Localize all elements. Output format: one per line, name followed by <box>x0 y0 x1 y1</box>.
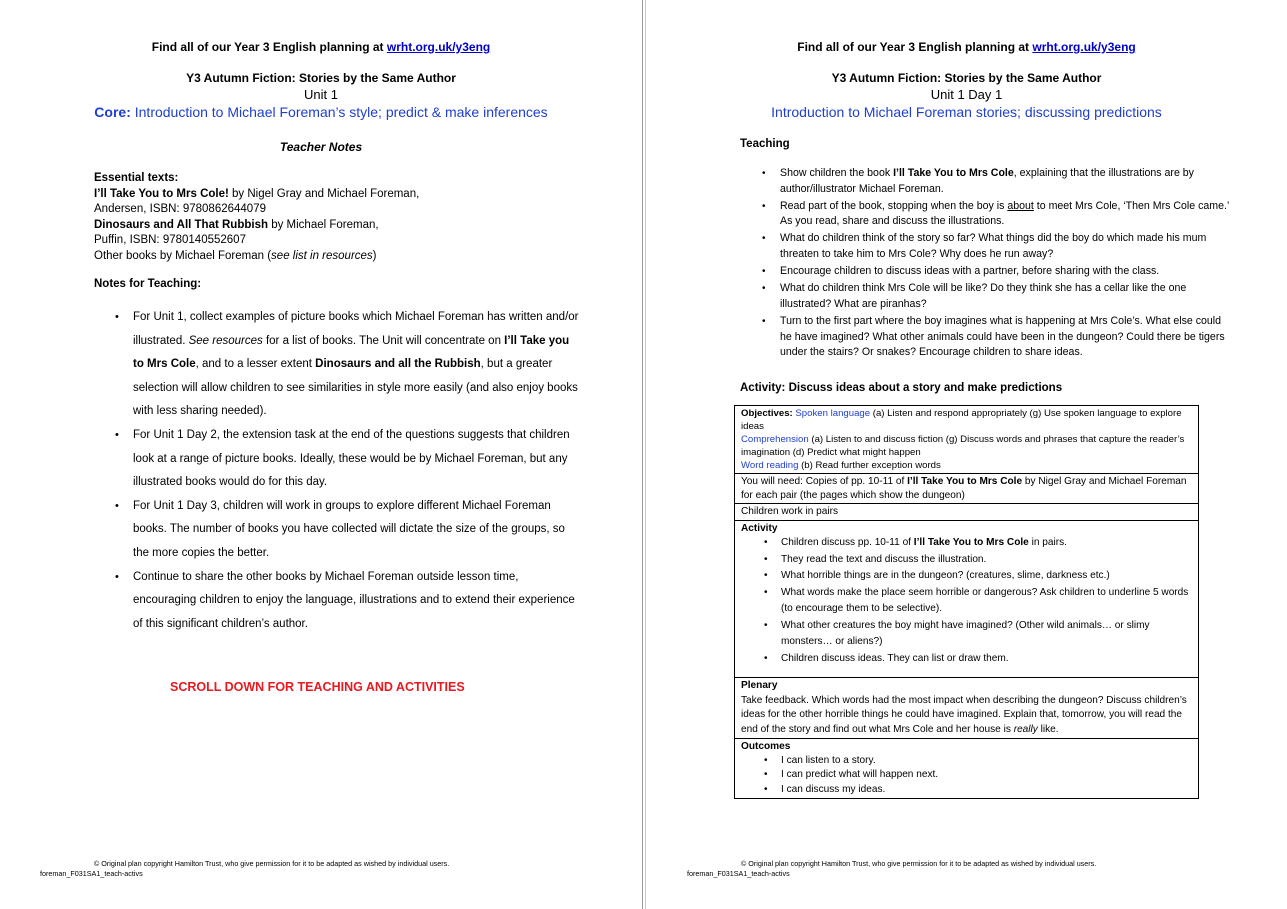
spoken-language-text: (a) Listen and respond appropriately (g) Use spoken language to explore ideas <box>741 408 1182 432</box>
item-text: to meet Mrs Cole, ‘Then Mrs Cole came.’ As you read, share and discuss the illustrations. <box>780 199 1229 228</box>
list-item <box>781 535 1193 552</box>
other-suffix: ) <box>372 249 377 262</box>
footer-filename: foreman_F031SA1_teach-activs <box>687 869 790 878</box>
book1-publisher: Andersen, ISBN: 9780862644079 <box>94 203 266 215</box>
list-item <box>133 306 581 424</box>
item-text: Read part of the book, stopping when the boy is <box>780 199 1008 212</box>
teaching-list <box>745 166 1230 362</box>
note-text: for a list of books. The Unit will concentrate on <box>262 334 505 347</box>
you-will-need-cell <box>735 474 1198 504</box>
unit-day: Unit 1 Day 1 <box>930 87 1003 102</box>
word-reading-text: (b) Read further exception words <box>798 460 941 471</box>
list-item: • What other creatures the boy might have imagined? (Other wild animals… or slimy monsters… or aliens?) <box>781 618 1193 651</box>
book2-by: by Michael Foreman, <box>268 218 379 231</box>
note-italic: See resources <box>188 334 263 347</box>
book1-by: by Nigel Gray and Michael Foreman, <box>228 187 420 200</box>
item-bold: I’ll Take You to Mrs Cole <box>913 537 1029 549</box>
outcomes-list <box>741 754 1193 798</box>
core-label: Core: <box>94 104 131 120</box>
list-item: • For Unit 1 Day 2, the extension task at the end of the questions suggests that children look at a range of picture books. Ideally, these would be by Michael Foreman, but any illustrated books would do for this day. <box>133 424 581 495</box>
note-bold: I’ll Take you to Mrs Cole <box>133 334 570 371</box>
book1-line <box>94 187 419 203</box>
other-prefix: Other books by Michael Foreman ( <box>94 249 272 262</box>
objectives-cell <box>735 406 1198 474</box>
list-item: • I can listen to a story. <box>781 754 1193 769</box>
plenary-cell <box>735 678 1198 739</box>
page-divider <box>642 0 643 909</box>
book2-title: Dinosaurs and All That Rubbish <box>94 218 268 231</box>
word-reading-label: Word reading <box>741 460 799 471</box>
unit-title: Y3 Autumn Fiction: Stories by the Same Author <box>186 71 456 85</box>
unit-title: Y3 Autumn Fiction: Stories by the Same Author <box>831 71 1102 85</box>
item-text: , explaining that the illustrations are by author/illustrator Michael Foreman. <box>780 167 1194 195</box>
planning-prefix: Find all of our Year 3 English planning at <box>797 40 1033 54</box>
list-item <box>780 166 1230 197</box>
item-text: Children discuss pp. 10-11 of <box>781 537 914 549</box>
footer-copyright: © Original plan copyright Hamilton Trust, who give permission for it to be adapted as wished by individual users. <box>741 859 1097 868</box>
activity-cell <box>735 521 1198 679</box>
list-item: • What horrible things are in the dungeon? (creatures, slime, darkness etc.) <box>781 568 1193 585</box>
planning-line <box>646 40 1287 54</box>
note-bold: Dinosaurs and all the Rubbish <box>315 358 481 371</box>
planning-link[interactable]: wrht.org.uk/y3eng <box>1032 40 1136 54</box>
plenary-text: like. <box>1037 723 1059 735</box>
outcomes-cell <box>735 739 1198 798</box>
notes-heading: Notes for Teaching: <box>94 278 202 290</box>
list-item: • Children discuss ideas. They can list or draw them. <box>781 651 1193 668</box>
core-text: Introduction to Michael Foreman’s style; predict & make inferences <box>130 104 548 120</box>
lesson-subtitle: Introduction to Michael Foreman stories; discussing predictions <box>771 104 1162 120</box>
note-text: For Unit 1, collect examples of picture books which Michael Foreman has written and/or illustrated. <box>133 311 579 347</box>
teacher-notes-heading: Teacher Notes <box>279 140 363 154</box>
activity-label: Activity <box>741 522 778 534</box>
planning-prefix: Find all of our Year 3 English planning at <box>151 40 387 54</box>
comprehension-label: Comprehension <box>741 434 809 445</box>
plenary-label: Plenary <box>741 680 778 692</box>
item-bold: I’ll Take You to Mrs Cole <box>893 167 1014 179</box>
book2-publisher: Puffin, ISBN: 9780140552607 <box>94 234 246 246</box>
note-text: , but a greater selection will allow children to see similarities in style more easily (and also enjoy books with less sharing needed). <box>133 358 578 418</box>
list-item: • I can predict what will happen next. <box>781 768 1193 783</box>
list-item: • Continue to share the other books by Michael Foreman outside lesson time, encouraging children to enjoy the language, illustrations and to extend their experience of this significant children’s author. <box>133 566 581 637</box>
item-underline: about <box>1007 199 1034 212</box>
other-italic: see list in resources <box>271 249 373 262</box>
list-item: • Encourage children to discuss ideas with a partner, before sharing with the class. <box>780 264 1230 280</box>
unit-number: Unit 1 <box>304 87 338 102</box>
other-books-line <box>94 249 419 265</box>
activity-table <box>734 405 1199 799</box>
book2-line <box>94 218 419 234</box>
comprehension-text: (a) Listen to and discuss fiction (g) Discuss words and phrases that capture the reader’s imagination (d) Predict what might happen <box>741 434 1185 458</box>
list-item: • What words make the place seem horrible or dangerous? Ask children to underline 5 words (to encourage them to be selective). <box>781 585 1193 618</box>
book1-title: I’ll Take You to Mrs Cole! <box>94 187 229 200</box>
teaching-notes-list <box>98 306 581 636</box>
need-bold: I’ll Take You to Mrs Cole <box>907 476 1023 487</box>
essential-texts <box>94 171 419 264</box>
spoken-language-label: Spoken language <box>795 408 871 419</box>
list-item: • Turn to the first part where the boy imagines what is happening at Mrs Cole’s. What else could he have imagined? What other animals could have been in the dungeon? Could there be tigers under the stairs? Or snakes? Encourage children to share ideas. <box>780 314 1230 361</box>
plenary-text: Take feedback. Which words had the most impact when describing the dungeon? Discuss children’s ideas for the other horrible things he could have imagined. Explain that, tomorrow, you will read the end of the story and find out what Mrs Cole and her house is <box>741 694 1187 735</box>
essential-heading: Essential texts: <box>94 172 179 184</box>
list-item <box>780 199 1230 230</box>
left-page <box>0 0 642 909</box>
need-text: You will need: Copies of pp. 10-11 of <box>741 476 908 487</box>
activity-list <box>741 535 1193 667</box>
activity-heading: Activity: Discuss ideas about a story and make predictions <box>740 382 1063 394</box>
item-text: Show children the book <box>780 167 894 179</box>
teaching-heading: Teaching <box>740 138 790 150</box>
note-text: , and to a lesser extent <box>195 358 316 371</box>
need-text: by Nigel Gray and Michael Foreman for each pair (the pages which show the dungeon) <box>741 476 1187 501</box>
item-text: in pairs. <box>1028 537 1067 549</box>
list-item: • What do children think of the story so far? What things did the boy do which made his mum threaten to take him to Mrs Cole? Why does he run away? <box>780 231 1230 262</box>
core-line <box>0 104 642 120</box>
plenary-italic: really <box>1013 723 1038 735</box>
footer-filename: foreman_F031SA1_teach-activs <box>40 869 143 878</box>
planning-line <box>0 40 642 54</box>
list-item: • What do children think Mrs Cole will be like? Do they think she has a cellar like the one illustrated? What are piranhas? <box>780 281 1230 312</box>
scroll-down-notice: SCROLL DOWN FOR TEACHING AND ACTIVITIES <box>170 680 465 694</box>
list-item: • They read the text and discuss the illustration. <box>781 552 1193 569</box>
footer-copyright: © Original plan copyright Hamilton Trust, who give permission for it to be adapted as wished by individual users. <box>94 859 450 868</box>
grouping-cell: Children work in pairs <box>735 504 1198 521</box>
list-item: • For Unit 1 Day 3, children will work in groups to explore different Michael Foreman books. The number of books you have collected will dictate the size of the groups, so the more copies the better. <box>133 495 581 566</box>
objectives-label: Objectives: <box>741 408 793 419</box>
outcomes-label: Outcomes <box>741 741 791 753</box>
list-item: • I can discuss my ideas. <box>781 783 1193 798</box>
planning-link[interactable]: wrht.org.uk/y3eng <box>386 40 491 54</box>
